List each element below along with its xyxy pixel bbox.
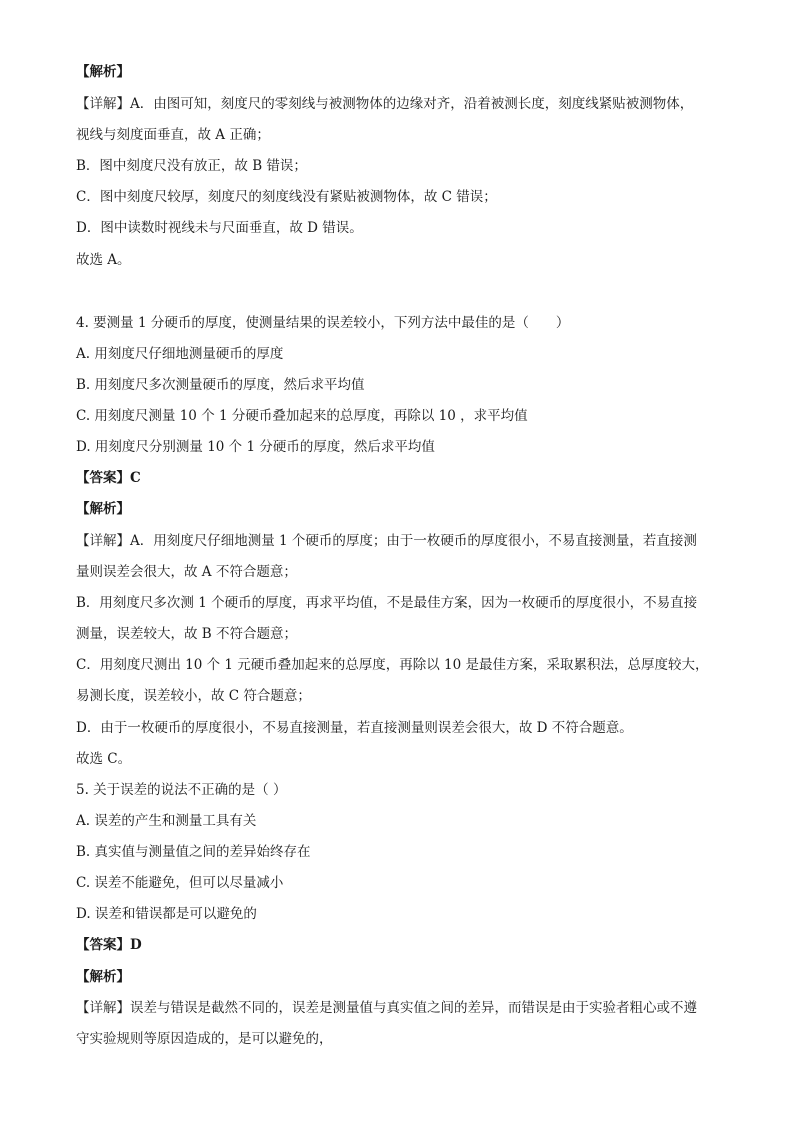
conclusion-text: 故选 A。 [76, 252, 131, 268]
detail-text: 易测长度，误差较小，故 C 符合题意； [76, 688, 311, 704]
option-c: C. 用刻度尺测量 10 个 1 分硬币叠加起来的总厚度，再除以 10 ，求平均值 [76, 408, 528, 424]
detail-text: 守实验规则等原因造成的，是可以避免的， [76, 1031, 333, 1047]
option-c: C. 误差不能避免，但可以尽量减小 [76, 875, 284, 891]
detail-text: D．由于一枚硬币的厚度很小，不易直接测量，若直接测量则误差会很大，故 D 不符合题意。 [76, 720, 633, 736]
option-b: B. 真实值与测量值之间的差异始终存在 [76, 844, 311, 860]
detail-text: 视线与刻度面垂直，故 A 正确； [76, 127, 270, 143]
detail-text: D．图中读数时视线未与尺面垂直，故 D 错误。 [76, 220, 363, 236]
detail-text: 【详解】A．用刻度尺仔细地测量 1 个硬币的厚度；由于一枚硬币的厚度很小，不易直接测量，若直接测 [76, 533, 697, 549]
detail-text: B．用刻度尺多次测 1 个硬币的厚度，再求平均值，不是最佳方案，因为一枚硬币的厚度很小，不易直接 [76, 595, 698, 611]
answer-label: 【答案】D [76, 937, 142, 953]
analysis-heading: 【解析】 [76, 64, 130, 80]
detail-text: B．图中刻度尺没有放正，故 B 错误； [76, 158, 307, 174]
answer-label: 【答案】C [76, 470, 141, 486]
detail-text: C．用刻度尺测出 10 个 1 元硬币叠加起来的总厚度，再除以 10 是最佳方案，采取累积法，总厚度较大， [76, 657, 709, 673]
question-5: 5. 关于误差的说法不正确的是（ ） [76, 782, 287, 798]
analysis-heading: 【解析】 [76, 501, 130, 517]
conclusion-text: 故选 C。 [76, 751, 132, 767]
detail-text: 量则误差会很大，故 A 不符合题意； [76, 564, 297, 580]
detail-text: 测量，误差较大，故 B 不符合题意； [76, 626, 298, 642]
detail-text: 【详解】误差与错误是截然不同的，误差是测量值与真实值之间的差异，而错误是由于实验者粗心或不遵 [76, 1000, 697, 1016]
option-d: D. 误差和错误都是可以避免的 [76, 906, 257, 922]
option-a: A. 用刻度尺仔细地测量硬币的厚度 [76, 346, 284, 362]
option-a: A. 误差的产生和测量工具有关 [76, 813, 257, 829]
detail-text: C．图中刻度尺较厚，刻度尺的刻度线没有紧贴被测物体，故 C 错误； [76, 189, 497, 205]
option-b: B. 用刻度尺多次测量硬币的厚度，然后求平均值 [76, 377, 365, 393]
option-d: D. 用刻度尺分别测量 10 个 1 分硬币的厚度，然后求平均值 [76, 439, 435, 455]
analysis-heading: 【解析】 [76, 969, 130, 985]
question-4: 4. 要测量 1 分硬币的厚度，使测量结果的误差较小，下列方法中最佳的是（ ） [76, 315, 570, 331]
detail-text: 【详解】A．由图可知，刻度尺的零刻线与被测物体的边缘对齐，沿着被测长度，刻度线紧贴被测物体， [76, 96, 694, 112]
